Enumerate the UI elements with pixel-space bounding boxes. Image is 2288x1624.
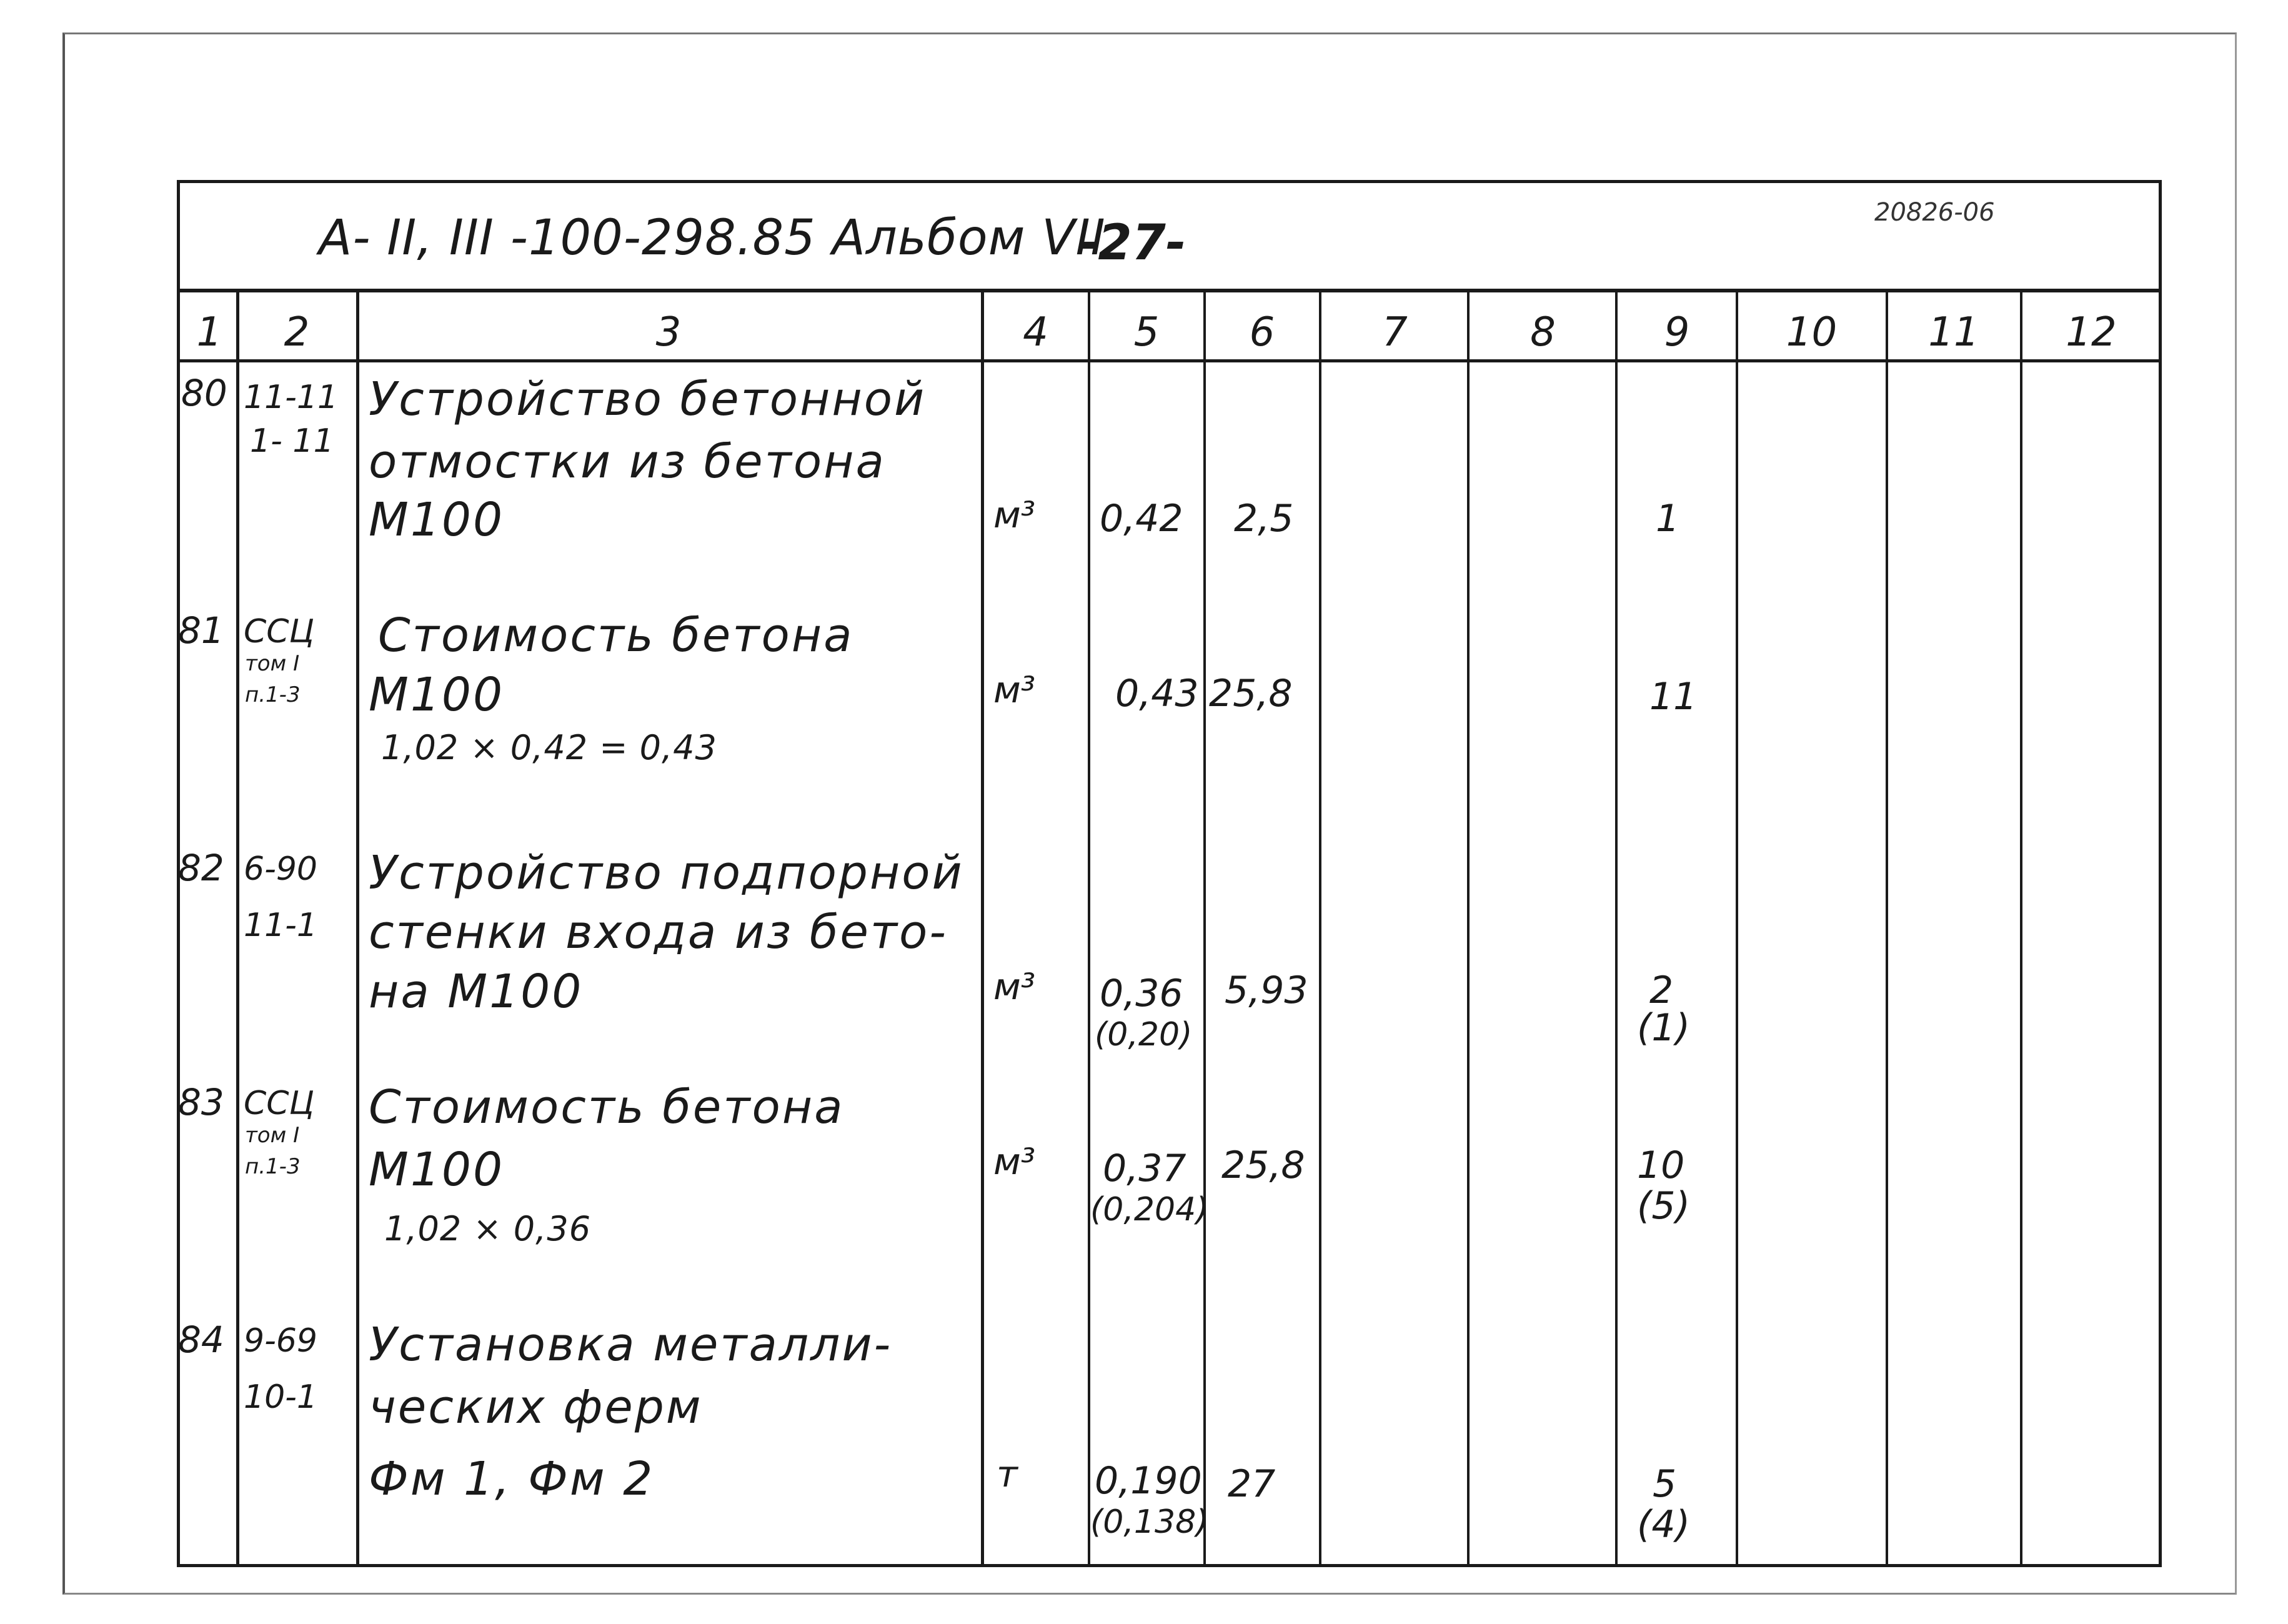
row-number: 80 bbox=[181, 372, 227, 414]
column-number: 12 bbox=[2066, 309, 2117, 356]
cost-value-alt: (5) bbox=[1637, 1184, 1690, 1228]
unit-of-measure: м³ bbox=[993, 669, 1036, 711]
unit-price: 2,5 bbox=[1234, 497, 1294, 541]
col-divider-4 bbox=[1088, 291, 1090, 1567]
col-divider-1 bbox=[236, 291, 239, 1567]
norm-reference: 1- 11 bbox=[250, 422, 334, 460]
quantity: 0,43 bbox=[1115, 672, 1199, 715]
quantity: 0,37 bbox=[1103, 1147, 1186, 1190]
page-number: -27- bbox=[1078, 215, 1186, 271]
norm-reference: ССЦ bbox=[244, 1085, 314, 1122]
col-divider-8 bbox=[1615, 291, 1618, 1567]
quantity-alt: (0,20) bbox=[1095, 1016, 1193, 1054]
quantity-alt: (0,138) bbox=[1090, 1503, 1209, 1541]
cost-value-alt: (1) bbox=[1637, 1006, 1690, 1050]
cost-value: 10 bbox=[1637, 1143, 1685, 1187]
norm-reference: том I bbox=[245, 651, 300, 676]
unit-of-measure: м³ bbox=[993, 494, 1036, 536]
row-number: 82 bbox=[178, 847, 224, 889]
col-divider-3 bbox=[981, 291, 984, 1567]
quantity: 0,42 bbox=[1100, 497, 1183, 541]
norm-reference: п.1-3 bbox=[245, 682, 301, 707]
calculation-note: 1,02 × 0,42 = 0,43 bbox=[381, 728, 717, 767]
unit-price: 25,8 bbox=[1209, 672, 1293, 715]
norm-reference: том I bbox=[245, 1123, 300, 1148]
unit-price: 5,93 bbox=[1225, 969, 1308, 1012]
work-description: Фм 1, Фм 2 bbox=[369, 1452, 655, 1506]
header-divider bbox=[177, 289, 2162, 292]
norm-reference: 11-11 bbox=[244, 379, 339, 416]
work-description: отмостки из бетона bbox=[369, 435, 886, 489]
norm-reference: ССЦ bbox=[244, 613, 314, 650]
unit-price: 27 bbox=[1228, 1462, 1276, 1506]
col-divider-6 bbox=[1319, 291, 1321, 1567]
unit-price: 25,8 bbox=[1221, 1143, 1305, 1187]
work-description: Установка металли- bbox=[369, 1318, 893, 1372]
work-description: Стоимость бетона bbox=[378, 609, 854, 662]
column-number: 4 bbox=[1023, 309, 1048, 356]
col-divider-11 bbox=[2020, 291, 2022, 1567]
unit-of-measure: м³ bbox=[993, 1140, 1036, 1183]
work-description: ческих ферм bbox=[369, 1380, 703, 1434]
column-number: 9 bbox=[1664, 309, 1690, 356]
norm-reference: п.1-3 bbox=[245, 1154, 301, 1179]
cost-value: 2 bbox=[1649, 969, 1674, 1012]
work-description: М100 bbox=[369, 668, 505, 722]
norm-reference: 6-90 bbox=[244, 850, 318, 888]
column-number: 2 bbox=[284, 309, 310, 356]
column-number: 8 bbox=[1530, 309, 1556, 356]
column-number: 10 bbox=[1786, 309, 1838, 356]
column-number: 7 bbox=[1382, 309, 1408, 356]
work-description: Устройство бетонной bbox=[369, 372, 927, 426]
row-number: 84 bbox=[178, 1318, 224, 1361]
work-description: Устройство подпорной bbox=[369, 846, 964, 900]
document-title: А- II, III -100-298.85 Альбом VII bbox=[319, 210, 1106, 266]
norm-reference: 9-69 bbox=[244, 1322, 318, 1360]
column-number: 5 bbox=[1133, 309, 1160, 356]
calculation-note: 1,02 × 0,36 bbox=[384, 1209, 592, 1248]
work-description: М100 bbox=[369, 493, 505, 547]
cost-value: 5 bbox=[1653, 1462, 1677, 1506]
column-number: 3 bbox=[655, 309, 682, 356]
cost-value: 11 bbox=[1649, 675, 1698, 719]
norm-reference: 11-1 bbox=[244, 907, 318, 944]
document-code: 20826-06 bbox=[1874, 198, 1995, 227]
row-number: 83 bbox=[178, 1081, 224, 1123]
quantity: 0,190 bbox=[1095, 1459, 1202, 1503]
column-number: 6 bbox=[1249, 309, 1275, 356]
column-number: 11 bbox=[1928, 309, 1979, 356]
work-description: стенки входа из бето- bbox=[369, 905, 948, 959]
col-divider-10 bbox=[1886, 291, 1888, 1567]
work-description: Стоимость бетона bbox=[369, 1080, 845, 1134]
row-number: 81 bbox=[178, 609, 224, 652]
col-divider-2 bbox=[356, 291, 359, 1567]
cost-value-alt: (4) bbox=[1637, 1503, 1690, 1547]
work-description: М100 bbox=[369, 1143, 505, 1197]
col-divider-7 bbox=[1467, 291, 1470, 1567]
col-divider-5 bbox=[1203, 291, 1206, 1567]
column-number: 1 bbox=[196, 309, 222, 356]
norm-reference: 10-1 bbox=[244, 1378, 318, 1416]
work-description: на М100 bbox=[369, 965, 584, 1019]
quantity-alt: (0,204) bbox=[1090, 1191, 1209, 1228]
unit-of-measure: м³ bbox=[993, 965, 1036, 1008]
col-divider-9 bbox=[1736, 291, 1738, 1567]
cost-value: 1 bbox=[1656, 497, 1680, 541]
column-numbers-divider bbox=[177, 359, 2162, 362]
quantity: 0,36 bbox=[1100, 972, 1183, 1015]
unit-of-measure: т bbox=[997, 1453, 1018, 1495]
